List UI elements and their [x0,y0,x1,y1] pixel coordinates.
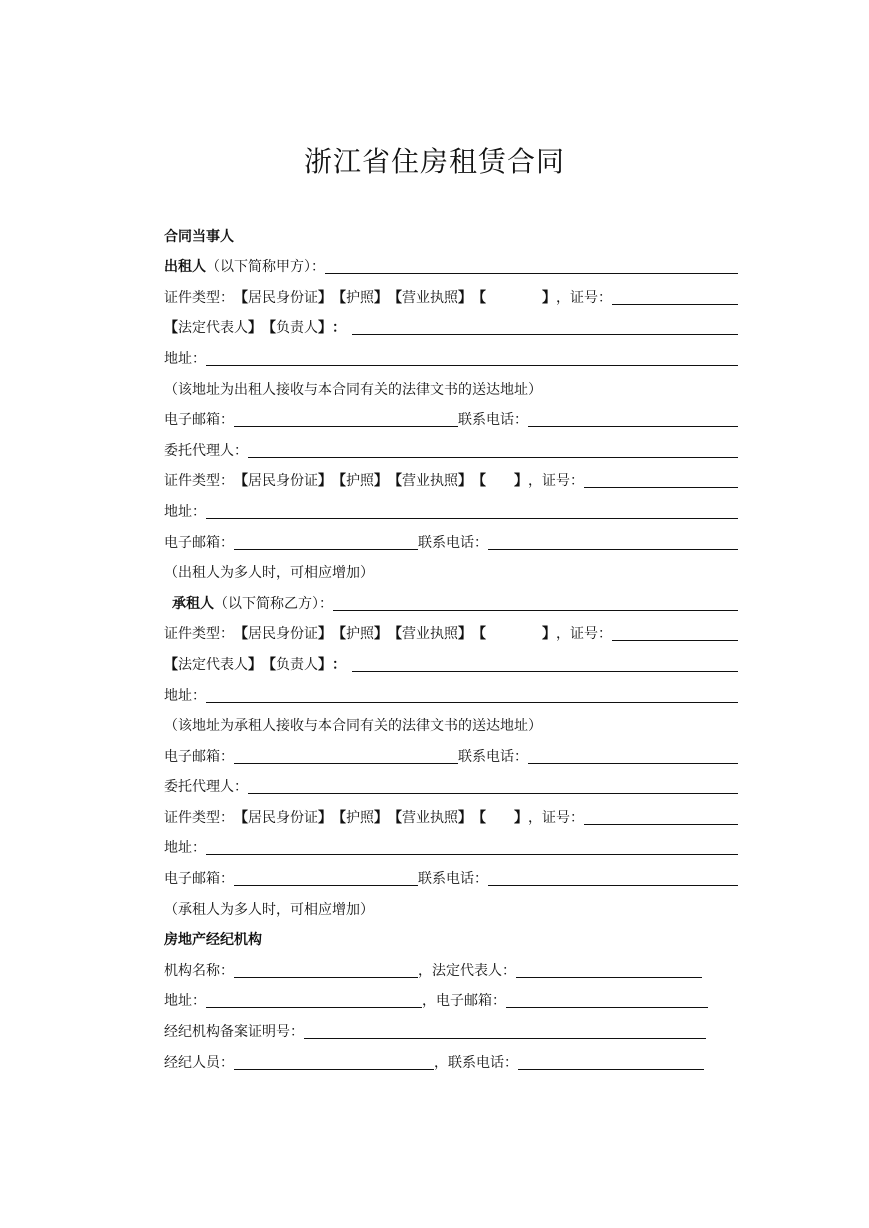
agency-legal-rep-label: ，法定代表人： [418,962,516,979]
agency-agent-field[interactable] [234,1055,434,1070]
bracket-close: 】 [318,809,332,826]
bracket-open: 【 [262,656,276,673]
agency-legal-rep-field[interactable] [516,963,702,978]
agency-address-field[interactable] [206,993,422,1008]
lessor-address-note: （该地址为出租人接收与本合同有关的法律文书的送达地址） [164,381,542,398]
lessor-rep-field[interactable] [352,320,738,335]
agency-heading: 房地产经纪机构 [164,932,262,949]
id-type-label: 证件类型： [164,289,234,306]
id-type-label: 证件类型： [164,809,234,826]
bracket-open: 【 [472,289,486,306]
lessor-agent-contact-line [164,522,738,553]
lessee-label: 承租人 [172,595,214,612]
agency-heading-line [164,920,738,951]
bracket-open: 【 [262,320,276,337]
document-title: 浙江省住房租赁合同 [303,145,565,178]
lessee-multi-note-line [164,889,738,920]
bracket-close: 】 [318,320,332,337]
address-label: 地址： [164,350,206,367]
parties-section [164,216,738,1073]
bracket-open: 【 [472,473,486,490]
lessor-label: 出租人 [164,259,206,276]
rep-option-responsible[interactable]: 负责人 [276,656,318,673]
lessee-agent-email-field[interactable] [234,871,418,886]
bracket-open: 【 [472,626,486,643]
bracket-close: 】 [318,473,332,490]
email-label: 电子邮箱： [164,871,234,888]
agency-name-label: 机构名称： [164,962,234,979]
lessee-address-note-line [164,706,738,737]
bracket-open: 【 [164,656,178,673]
bracket-close: 】 [458,626,472,643]
lessee-alias: （以下简称乙方）： [214,595,333,612]
id-option-business-license[interactable]: 营业执照 [402,626,458,643]
phone-label: 联系电话： [458,412,528,429]
bracket-open: 【 [388,289,402,306]
lessee-agent-phone-field[interactable] [488,871,738,886]
lessor-agent-email-field[interactable] [234,535,418,550]
bracket-close: 】 [374,809,388,826]
bracket-open: 【 [388,626,402,643]
lessor-agent-phone-field[interactable] [488,535,738,550]
agency-agent-label: 经纪人员： [164,1054,234,1071]
address-label: 地址： [164,687,206,704]
bracket-close: 】 [374,626,388,643]
bracket-close: 】 [318,656,332,673]
lessor-address-note-line [164,369,738,400]
bracket-close: 】 [318,289,332,306]
email-label: ，电子邮箱： [422,993,506,1010]
agency-agent-line [164,1042,738,1073]
lessee-multi-note: （承租人为多人时，可相应增加） [164,901,374,918]
phone-label: ，联系电话： [434,1054,518,1071]
bracket-close: 】 [542,289,556,306]
lessee-address-line [164,675,738,706]
lessee-phone-field[interactable] [528,749,738,764]
lessor-id-number-field[interactable] [612,290,738,305]
bracket-open: 【 [164,320,178,337]
lessee-agent-id-number-field[interactable] [584,810,738,825]
lessor-name-line [164,247,738,278]
rep-option-responsible[interactable]: 负责人 [276,320,318,337]
agency-email-field[interactable] [506,993,708,1008]
agency-name-field[interactable] [234,963,418,978]
lessee-id-line [164,614,738,645]
bracket-open: 【 [332,473,346,490]
id-option-resident-card[interactable]: 居民身份证 [248,626,318,643]
lessor-rep-line [164,308,738,339]
agency-phone-field[interactable] [518,1055,704,1070]
bracket-close: 】 [458,473,472,490]
lessor-agent-field[interactable] [248,443,738,458]
bracket-close: 】 [542,626,556,643]
id-option-resident-card[interactable]: 居民身份证 [248,473,318,490]
id-option-passport[interactable]: 护照 [346,809,374,826]
agency-record-label: 经纪机构备案证明号： [164,1024,304,1041]
bracket-close: 】 [374,473,388,490]
bracket-open: 【 [234,473,248,490]
lessee-email-field[interactable] [234,749,458,764]
parties-heading-line [164,216,738,247]
id-option-resident-card[interactable]: 居民身份证 [248,289,318,306]
bracket-close: 】 [458,289,472,306]
bracket-open: 【 [472,809,486,826]
bracket-close: 】 [458,809,472,826]
id-number-label: ，证号： [556,626,612,643]
lessor-agent-address-field[interactable] [206,504,738,519]
bracket-close: 】 [248,656,262,673]
agent-label: 委托代理人： [164,779,248,796]
rep-option-legal[interactable]: 法定代表人 [178,656,248,673]
phone-label: 联系电话： [458,748,528,765]
lessee-agent-contact-line [164,858,738,889]
bracket-close: 】 [318,626,332,643]
bracket-open: 【 [388,473,402,490]
lessor-agent-id-number-field[interactable] [584,473,738,488]
lessor-phone-field[interactable] [528,412,738,427]
email-label: 电子邮箱： [164,748,234,765]
bracket-open: 【 [234,289,248,306]
rep-colon: ： [332,320,346,337]
agency-address-line [164,981,738,1012]
id-option-business-license[interactable]: 营业执照 [402,473,458,490]
email-label: 电子邮箱： [164,412,234,429]
lessor-name-field[interactable] [325,259,738,274]
agency-record-line [164,1011,738,1042]
parties-heading: 合同当事人 [164,228,234,245]
lessor-agent-address-line [164,491,738,522]
lessee-agent-address-line [164,828,738,859]
lessee-contact-line [164,736,738,767]
bracket-close: 】 [514,809,528,826]
address-label: 地址： [164,993,206,1010]
id-option-business-license[interactable]: 营业执照 [402,809,458,826]
phone-label: 联系电话： [418,871,488,888]
id-option-business-license[interactable]: 营业执照 [402,289,458,306]
id-number-label: ，证号： [556,289,612,306]
lessee-rep-line [164,644,738,675]
lessor-agent-line [164,430,738,461]
id-option-passport[interactable]: 护照 [346,626,374,643]
agency-record-field[interactable] [304,1024,706,1039]
bracket-close: 】 [374,289,388,306]
lessor-alias: （以下简称甲方）： [206,259,325,276]
lessor-address-line [164,338,738,369]
lessor-email-field[interactable] [234,412,458,427]
lessee-agent-address-field[interactable] [206,840,738,855]
phone-label: 联系电话： [418,534,488,551]
address-label: 地址： [164,503,206,520]
id-number-label: ，证号： [528,809,584,826]
id-option-resident-card[interactable]: 居民身份证 [248,809,318,826]
lessor-multi-note-line [164,553,738,584]
agent-label: 委托代理人： [164,442,248,459]
bracket-close: 】 [514,473,528,490]
bracket-open: 【 [388,809,402,826]
lessor-agent-id-line [164,461,738,492]
lessee-agent-id-line [164,797,738,828]
lessee-agent-field[interactable] [248,779,738,794]
bracket-open: 【 [234,809,248,826]
lessee-name-field[interactable] [333,596,738,611]
lessee-name-line [164,583,738,614]
lessor-multi-note: （出租人为多人时，可相应增加） [164,565,374,582]
lessor-address-field[interactable] [206,351,738,366]
email-label: 电子邮箱： [164,534,234,551]
id-type-label: 证件类型： [164,626,234,643]
bracket-open: 【 [332,289,346,306]
bracket-open: 【 [332,626,346,643]
bracket-open: 【 [332,809,346,826]
id-option-passport[interactable]: 护照 [346,289,374,306]
id-option-passport[interactable]: 护照 [346,473,374,490]
id-number-label: ，证号： [528,473,584,490]
lessee-id-number-field[interactable] [612,626,738,641]
rep-colon: ： [332,656,346,673]
lessee-rep-field[interactable] [352,657,738,672]
lessor-contact-line [164,400,738,431]
bracket-open: 【 [234,626,248,643]
rep-option-legal[interactable]: 法定代表人 [178,320,248,337]
address-label: 地址： [164,840,206,857]
agency-name-line [164,950,738,981]
lessee-address-note: （该地址为承租人接收与本合同有关的法律文书的送达地址） [164,718,542,735]
lessor-id-line [164,277,738,308]
lessee-agent-line [164,767,738,798]
lessee-address-field[interactable] [206,688,738,703]
bracket-close: 】 [248,320,262,337]
id-type-label: 证件类型： [164,473,234,490]
